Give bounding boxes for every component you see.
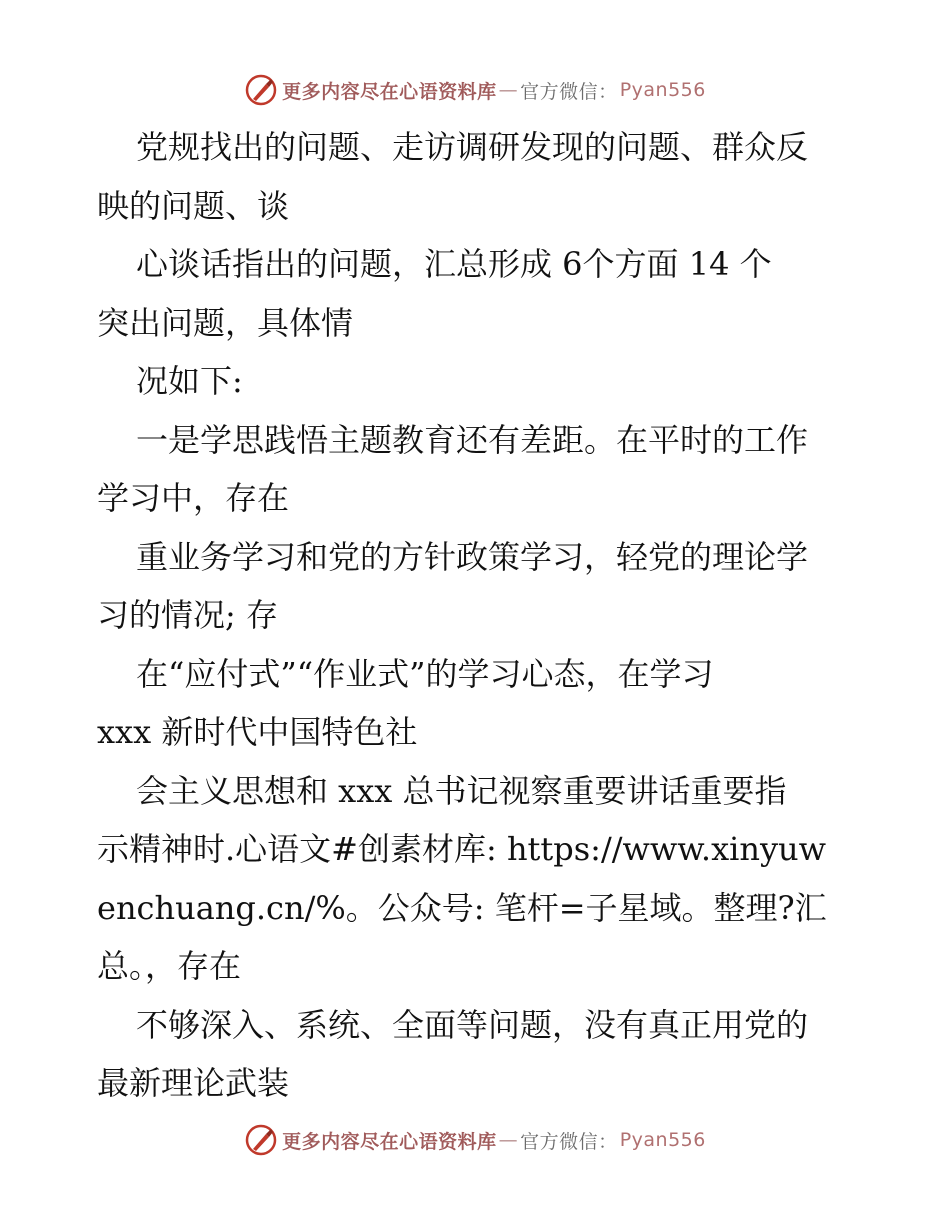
body-line: 最新理论武装 [97, 1064, 290, 1102]
body-line: 党规找出的问题、走访调研发现的问题、群众反 [136, 128, 809, 166]
body-line: xxx 新时代中国特色社 [97, 713, 418, 751]
document-body [97, 118, 857, 1113]
body-line: 况如下: [136, 362, 243, 400]
banner-main-text: 更多内容尽在心语资料库 [282, 1130, 497, 1153]
body-line: 映的问题、谈 [97, 186, 290, 225]
body-line: 不够深入、系统、全面等问题，没有真正用党的 [136, 1005, 809, 1044]
body-line: 示精神时.心语文#创素材库: https://www.xinyuw [97, 830, 827, 868]
body-line: 在“应付式”“作业式”的学习心态，在学习 [136, 654, 714, 693]
body-line: 一是学思践悟主题教育还有差距。在平时的工作 [136, 420, 809, 459]
banner-wechat-id: Pyan556 [619, 1129, 706, 1151]
banner-dash: — [498, 79, 519, 101]
banner-sub-text: 官方微信： [520, 1130, 618, 1153]
banner-wechat-id: Pyan556 [619, 79, 706, 101]
red-pen-logo-icon [244, 73, 278, 107]
red-pen-logo-icon [244, 1123, 278, 1157]
body-line: 习的情况; 存 [97, 596, 278, 634]
footer-banner [0, 1120, 950, 1160]
body-line: 心谈话指出的问题，汇总形成 6个方面 14 个 [136, 245, 772, 283]
body-line: 会主义思想和 xxx 总书记视察重要讲话重要指 [136, 771, 787, 810]
body-line: 学习中，存在 [97, 479, 290, 517]
banner-sub-text: 官方微信： [520, 80, 618, 103]
header-banner [0, 70, 950, 110]
banner-dash: — [498, 1129, 519, 1151]
body-line: 突出问题，具体情 [97, 303, 354, 342]
body-line: enchuang.cn/%。公众号: 笔杆=子星域。整理?汇 [97, 888, 827, 927]
body-line: 重业务学习和党的方针政策学习，轻党的理论学 [136, 537, 809, 576]
body-line: 总。，存在 [97, 947, 242, 985]
banner-main-text: 更多内容尽在心语资料库 [282, 80, 497, 103]
